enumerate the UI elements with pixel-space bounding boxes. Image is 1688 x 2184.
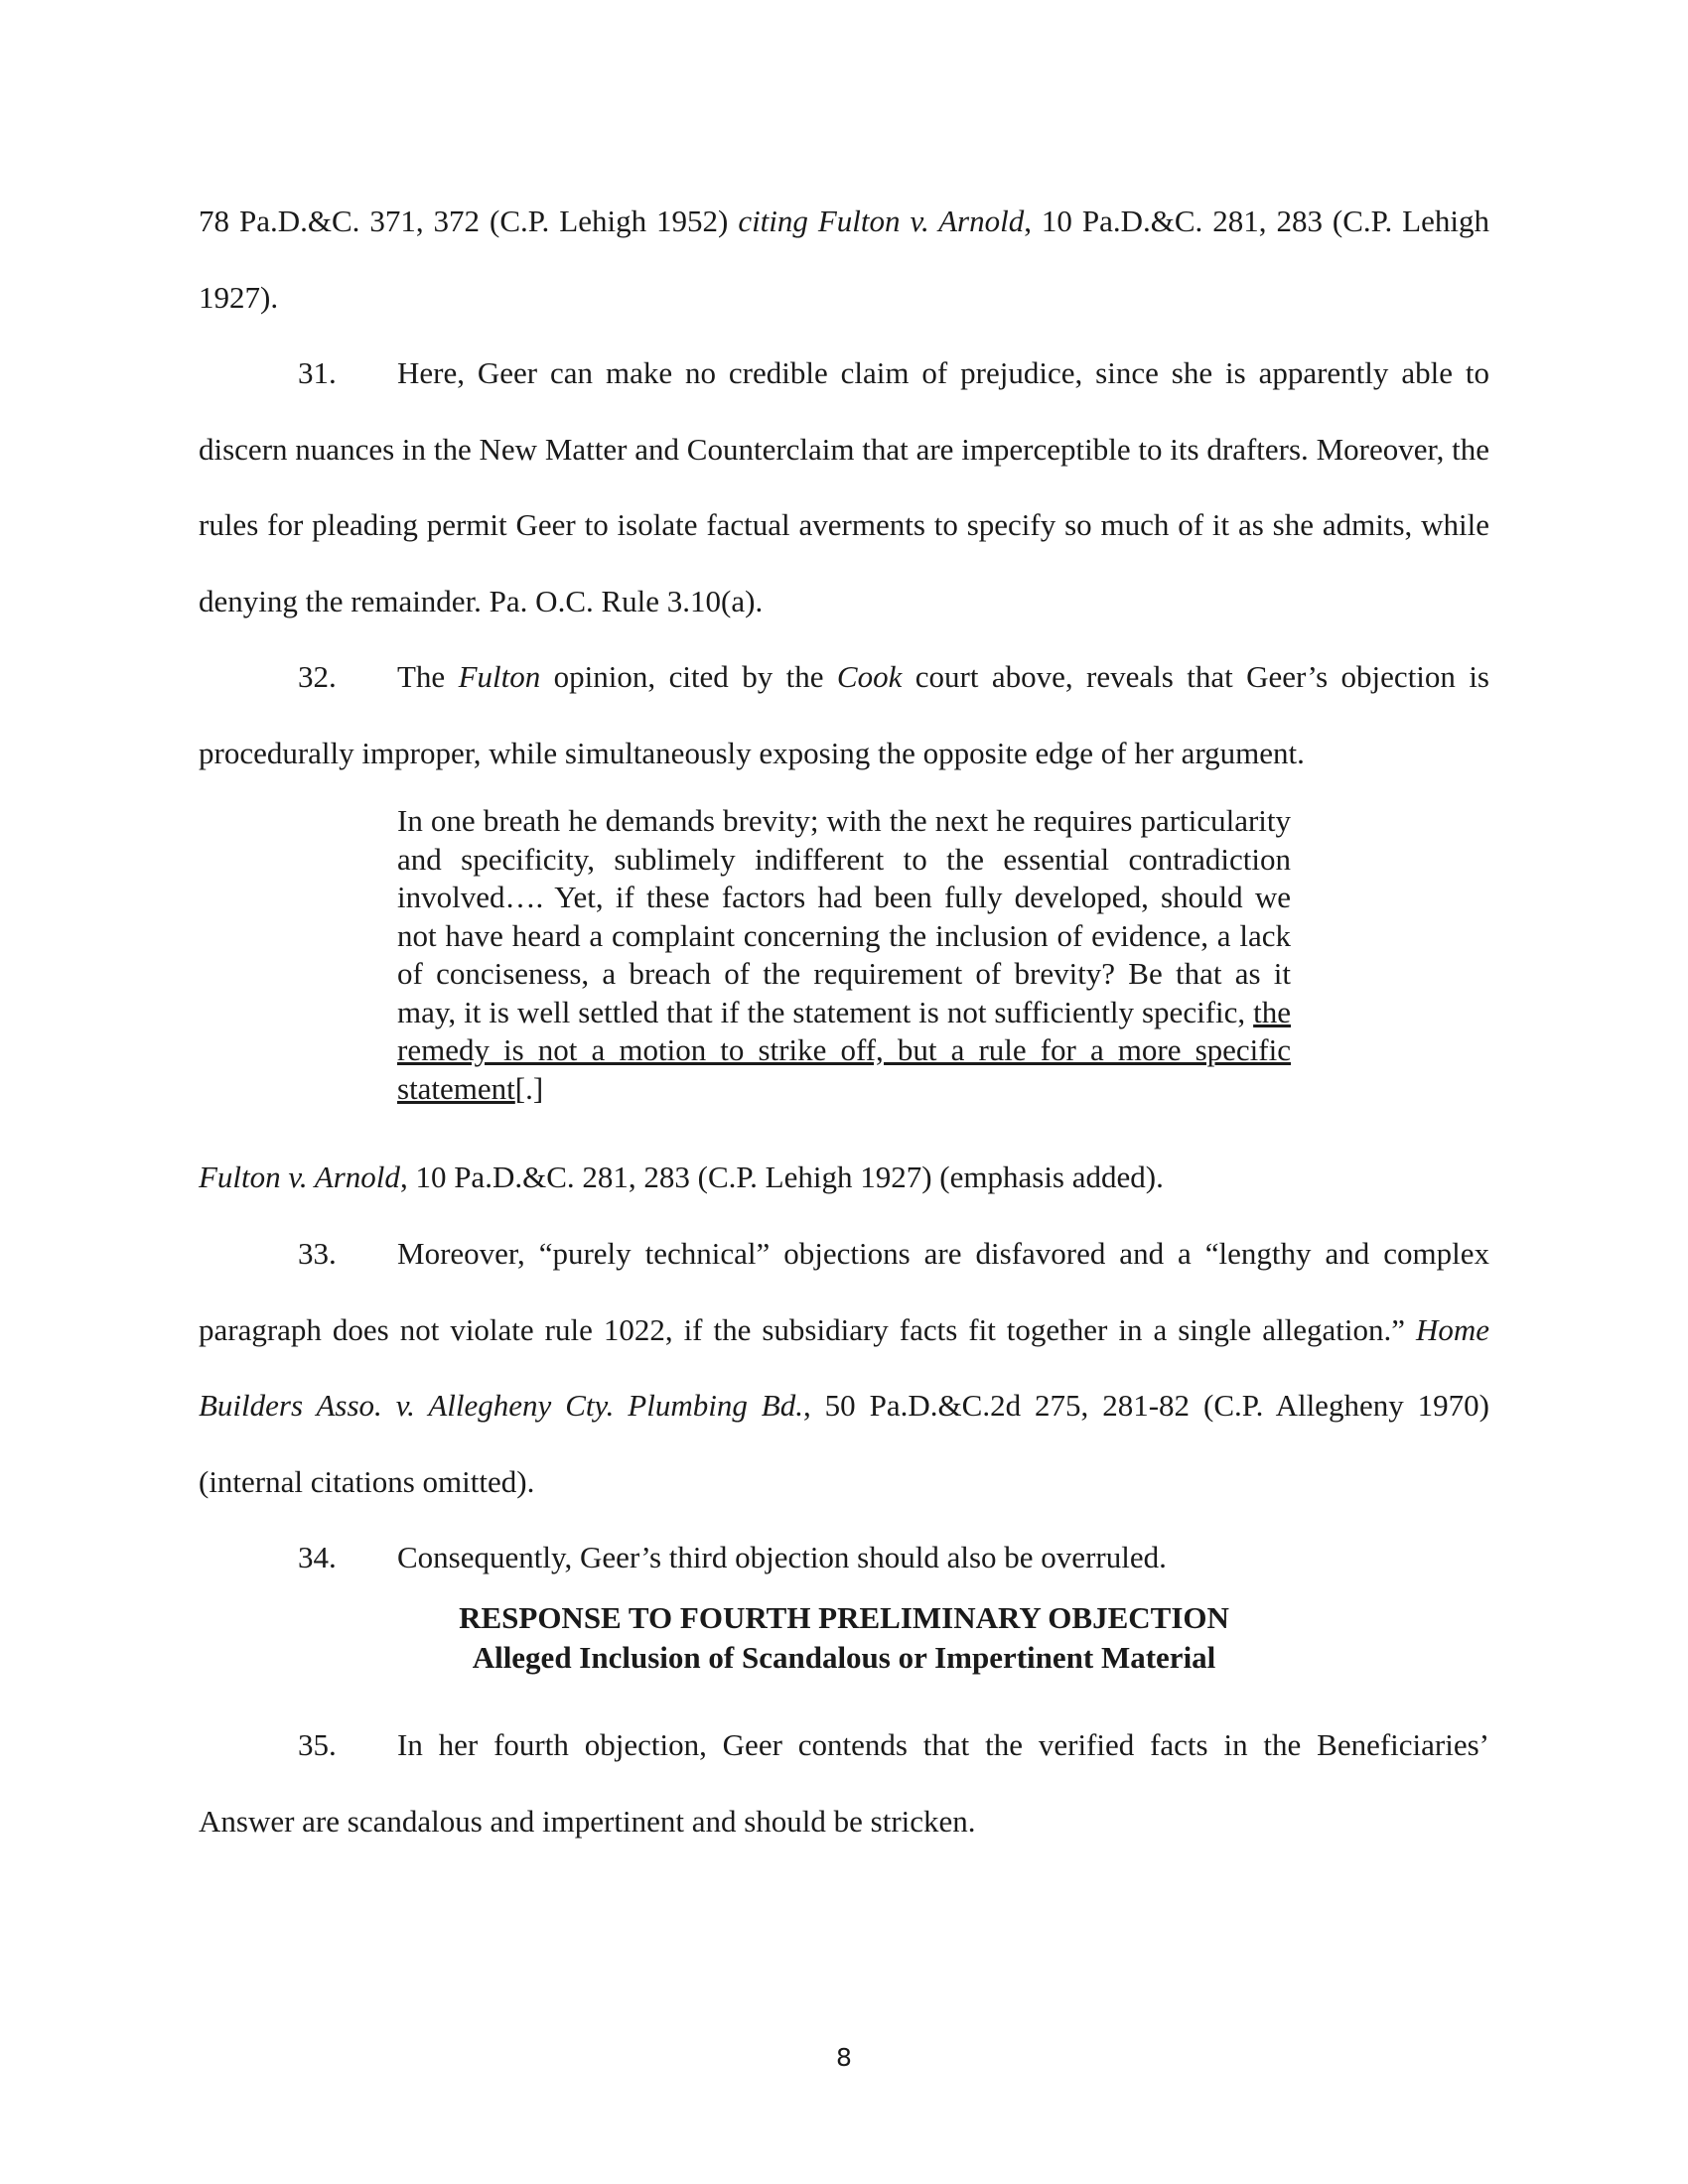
block-quote [397, 802, 1291, 1108]
citation-signal: citing Fulton v. Arnold [738, 204, 1025, 238]
page-number: 8 [836, 2043, 852, 2072]
quote-end: [.] [514, 1070, 544, 1106]
paragraph-34 [199, 1520, 1489, 1596]
paragraph-number: 32. [298, 659, 337, 694]
paragraph-31 [199, 336, 1489, 639]
citation-text: 78 Pa.D.&C. 371, 372 (C.P. Lehigh 1952) [199, 204, 739, 238]
paragraph-number: 35. [298, 1727, 337, 1762]
citation-text: , 10 Pa.D.&C. 281, 283 (C.P. Lehigh 1927). [199, 204, 1489, 315]
section-heading [199, 1598, 1489, 1678]
section-heading-subtitle: Alleged Inclusion of Scandalous or Impertinent Material [472, 1640, 1216, 1675]
paragraph-35 [199, 1707, 1489, 1859]
paragraph-number: 34. [298, 1540, 337, 1574]
case-name: Home Builders Asso. v. Allegheny Cty. Plumbing Bd. [199, 1311, 1489, 1423]
citation-text: , 50 Pa.D.&C.2d 275, 281-82 (C.P. Allegheny 1970) (internal citations omitted). [199, 1388, 1489, 1499]
paragraph-text: The [397, 659, 459, 694]
quote-text: In one breath he demands brevity; with the next he requires particularity and specificity, sublimely indifferent to the essential contradiction involved…. Yet, if these factors had been fully developed, should we not have heard a complaint concerning the inclusion of evidence, a lack of conciseness, a breach of the requirement of brevity? Be that as it may, it is well settled that if the statement is not sufficiently specific, [397, 803, 1291, 1029]
citation-text: , 10 Pa.D.&C. 281, 283 (C.P. Lehigh 1927) (emphasis added). [399, 1160, 1164, 1194]
paragraph-33 [199, 1216, 1489, 1520]
case-name: Cook [836, 659, 903, 694]
paragraph-text: In her fourth objection, Geer contends that the verified facts in the Beneficiaries’ Answer are scandalous and impertinent and should be stricken. [199, 1727, 1489, 1839]
case-name: Fulton [458, 659, 541, 694]
section-heading-title: RESPONSE TO FOURTH PRELIMINARY OBJECTION [459, 1600, 1229, 1635]
paragraph-text: Here, Geer can make no credible claim of prejudice, since she is apparently able to discern nuances in the New Matter and Counterclaim that are imperceptible to its drafters. Moreover, the rules for pleading permit Geer to isolate factual averments to specify so much of it as she admits, while denying the remainder. Pa. O.C. Rule 3.10(a). [199, 355, 1489, 618]
paragraph-text: Consequently, Geer’s third objection should also be overruled. [397, 1540, 1167, 1574]
paragraph-text: Moreover, “purely technical” objections are disfavored and a “lengthy and complex paragraph does not violate rule 1022, if the subsidiary facts fit together in a single allegation.” [199, 1236, 1489, 1347]
emphasized-quote-text: the remedy is not a motion to strike off, but a rule for a more specific statement [397, 994, 1291, 1106]
paragraph-number: 33. [298, 1236, 337, 1271]
continuation-paragraph [199, 184, 1489, 336]
paragraph-text: opinion, cited by the [540, 659, 837, 694]
quote-citation [199, 1140, 1489, 1216]
paragraph-32 [199, 639, 1489, 791]
paragraph-text: court above, reveals that Geer’s objection is procedurally improper, while simultaneously exposing the opposite edge of her argument. [199, 659, 1489, 770]
paragraph-number: 31. [298, 355, 337, 390]
case-name: Fulton v. Arnold [199, 1160, 400, 1194]
